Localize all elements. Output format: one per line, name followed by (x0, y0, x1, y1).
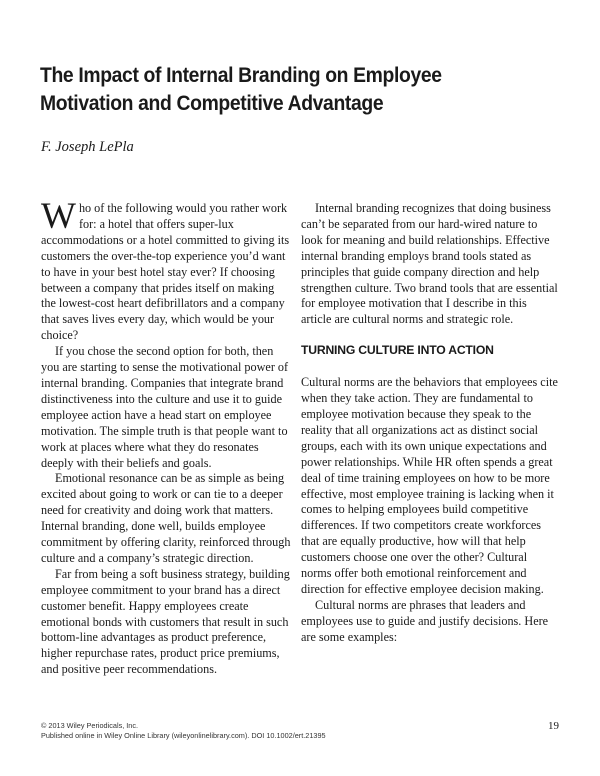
author-name: F. Joseph LePla (41, 139, 134, 155)
body-paragraph: Cultural norms are the behaviors that employees cite when they take action. They are fundamental to employee motivation because they speak to the reality that all organizations act as distinct social groups, each with its own unique expectations and power relationships. While HR often spends a great deal of time training employees on how to be more effective, most employee training is lacking when it comes to helping employees build competitive differences. If two competitors create workforces that are equally productive, how will that help customers choose one over the other? Cultural norms offer both emotional reinforcement and direction for effective employee decision making. (301, 375, 558, 596)
body-paragraph: If you chose the second option for both, then you are starting to sense the motivational power of internal branding. Companies that integrate brand distinctiveness into the culture and use it to guide employee action have a head start on employee motivation. The simple truth is that people want to work at places where what they do resonates deeply with their beliefs and goals. (41, 344, 289, 470)
right-column (301, 201, 559, 646)
body-paragraph: Internal branding recognizes that doing business can’t be separated from our hard-wired nature to look for meaning and build relationships. Effective internal branding employs brand tools stated as principles that guide company direction and help strengthen culture. Two brand tools that are essential for employee motivation that I describe in this article are cultural norms and strategic role. (301, 201, 558, 327)
section-heading: TURNING CULTURE INTO ACTION (301, 343, 494, 358)
body-paragraph: Far from being a soft business strategy, building employee commitment to your brand has a direct customer benefit. Happy employees create emotional bonds with customers that result in such bottom-line advantages as product preference, higher repurchase rates, product price premiums, and positive peer recommendations. (41, 566, 290, 677)
page-number: 19 (548, 720, 559, 732)
drop-cap: W (41, 196, 76, 237)
page-footer (41, 721, 326, 740)
body-paragraph: Cultural norms are phrases that leaders and employees use to guide and justify decisions. Here are some examples: (301, 597, 549, 644)
publication-info: Published online in Wiley Online Library (wileyonlinelibrary.com). DOI 10.1002/ert.21395 (41, 730, 326, 740)
body-paragraph (41, 196, 291, 344)
copyright-notice: © 2013 Wiley Periodicals, Inc. (41, 721, 139, 730)
article-title: The Impact of Internal Branding on Employee Motivation and Competitive Advantage (40, 63, 442, 115)
paragraph-text: ho of the following would you rather work for: a hotel that offers super-lux accommodations or a hotel committed to giving its customers the over-the-top experience you’d want to have in your best hotel stay ever? If choosing between a company that prides itself on making the lowest-cost heart defibrillators and a company that saves lives every day, which would be your choice? (41, 201, 290, 343)
body-paragraph: Emotional resonance can be as simple as being excited about going to work or can tie to a deeper need for creativity and doing work that matters. Internal branding, done well, builds employee commitment by offering clarity, reinforced through culture and a company’s strategic direction. (41, 471, 291, 565)
left-column (41, 196, 291, 678)
